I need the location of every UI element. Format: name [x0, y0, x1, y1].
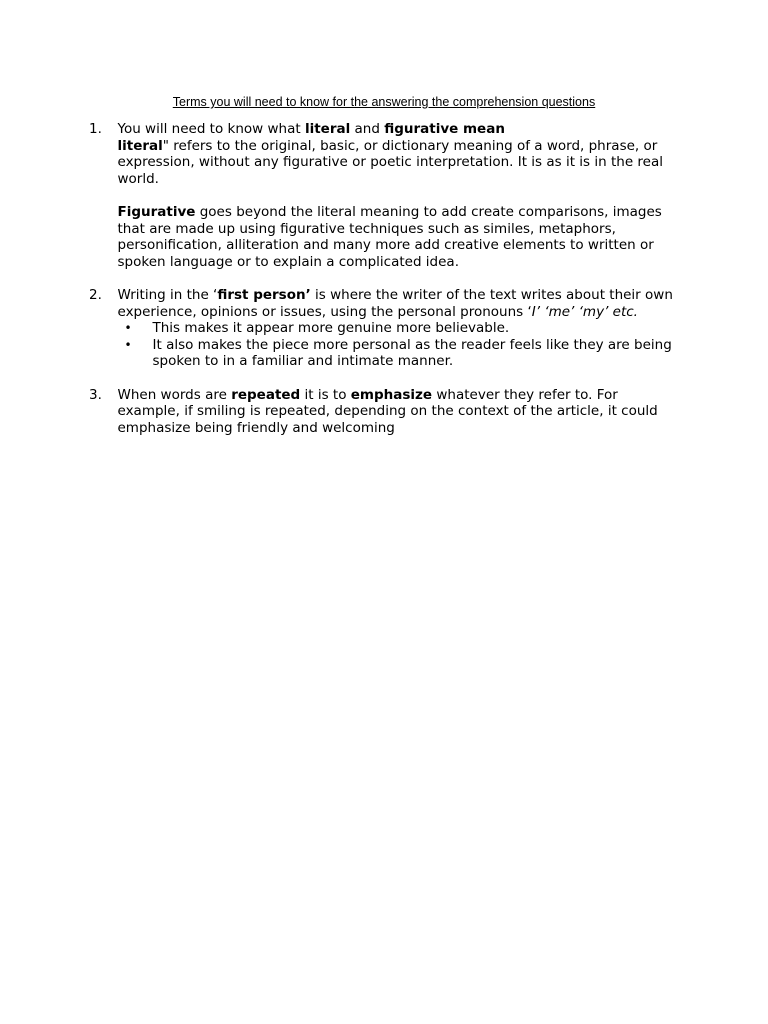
item-number: 2.: [89, 286, 102, 303]
text-run: is where the writer of the text writes about their own experience, opinions or issues, using the personal pronouns ‘: [117, 286, 673, 320]
numbered-list: [89, 121, 679, 436]
repetition-paragraph: [118, 387, 680, 437]
bold-term-literal: literal: [117, 137, 163, 154]
item-number: 3.: [89, 386, 102, 403]
text-run: Writing in the ‘: [117, 286, 218, 303]
bold-term-first-person: first person’: [217, 286, 311, 303]
figurative-definition-paragraph: [118, 204, 680, 270]
text-run: " refers to the original, basic, or dictionary meaning of a word, phrase, or expression, without any figurative or poetic interpretation. It is as it is in the real world.: [117, 137, 663, 187]
text-run: You will need to know what: [117, 121, 305, 137]
text-run: and: [350, 121, 385, 137]
first-person-paragraph: [118, 287, 680, 320]
literal-definition-paragraph: [118, 121, 680, 187]
item-number: 1.: [89, 121, 102, 137]
bullet-list: [118, 320, 680, 370]
text-run: When words are: [117, 386, 232, 403]
bullet-item: [118, 320, 680, 337]
text-run: whatever they refer to. For example, if smiling is repeated, depending on the context of the article, it could emphasize being friendly and welcoming: [117, 386, 658, 436]
list-item-2: [89, 287, 679, 370]
bullet-item: [118, 337, 680, 370]
bullet-text: It also makes the piece more personal as the reader feels like they are being spoken to in a familiar and intimate manner.: [152, 336, 672, 370]
italic-pronouns: I’ ‘me’ ‘my’ etc.: [531, 303, 638, 320]
bold-term-figurative-mean: figurative mean: [384, 121, 505, 137]
list-item-1: [89, 121, 679, 270]
bold-term-emphasize: emphasize: [350, 386, 433, 403]
bold-term-figurative: Figurative: [117, 203, 196, 220]
bold-term-repeated: repeated: [231, 386, 301, 403]
text-run: it is to: [300, 386, 351, 403]
bullet-icon: •: [124, 337, 132, 352]
bullet-text: This makes it appear more genuine more believable.: [152, 320, 510, 337]
bullet-icon: •: [124, 321, 132, 336]
text-run: goes beyond the literal meaning to add create comparisons, images that are made up using figurative techniques such as similes, metaphors, personification, alliteration and many more add creative elements to written or spoken language or to explain a complicated idea.: [117, 203, 662, 270]
list-item-3: [89, 387, 679, 437]
bold-term-literal: literal: [304, 121, 351, 137]
document-title: Terms you will need to know for the answering the comprehension questions: [172, 95, 596, 109]
